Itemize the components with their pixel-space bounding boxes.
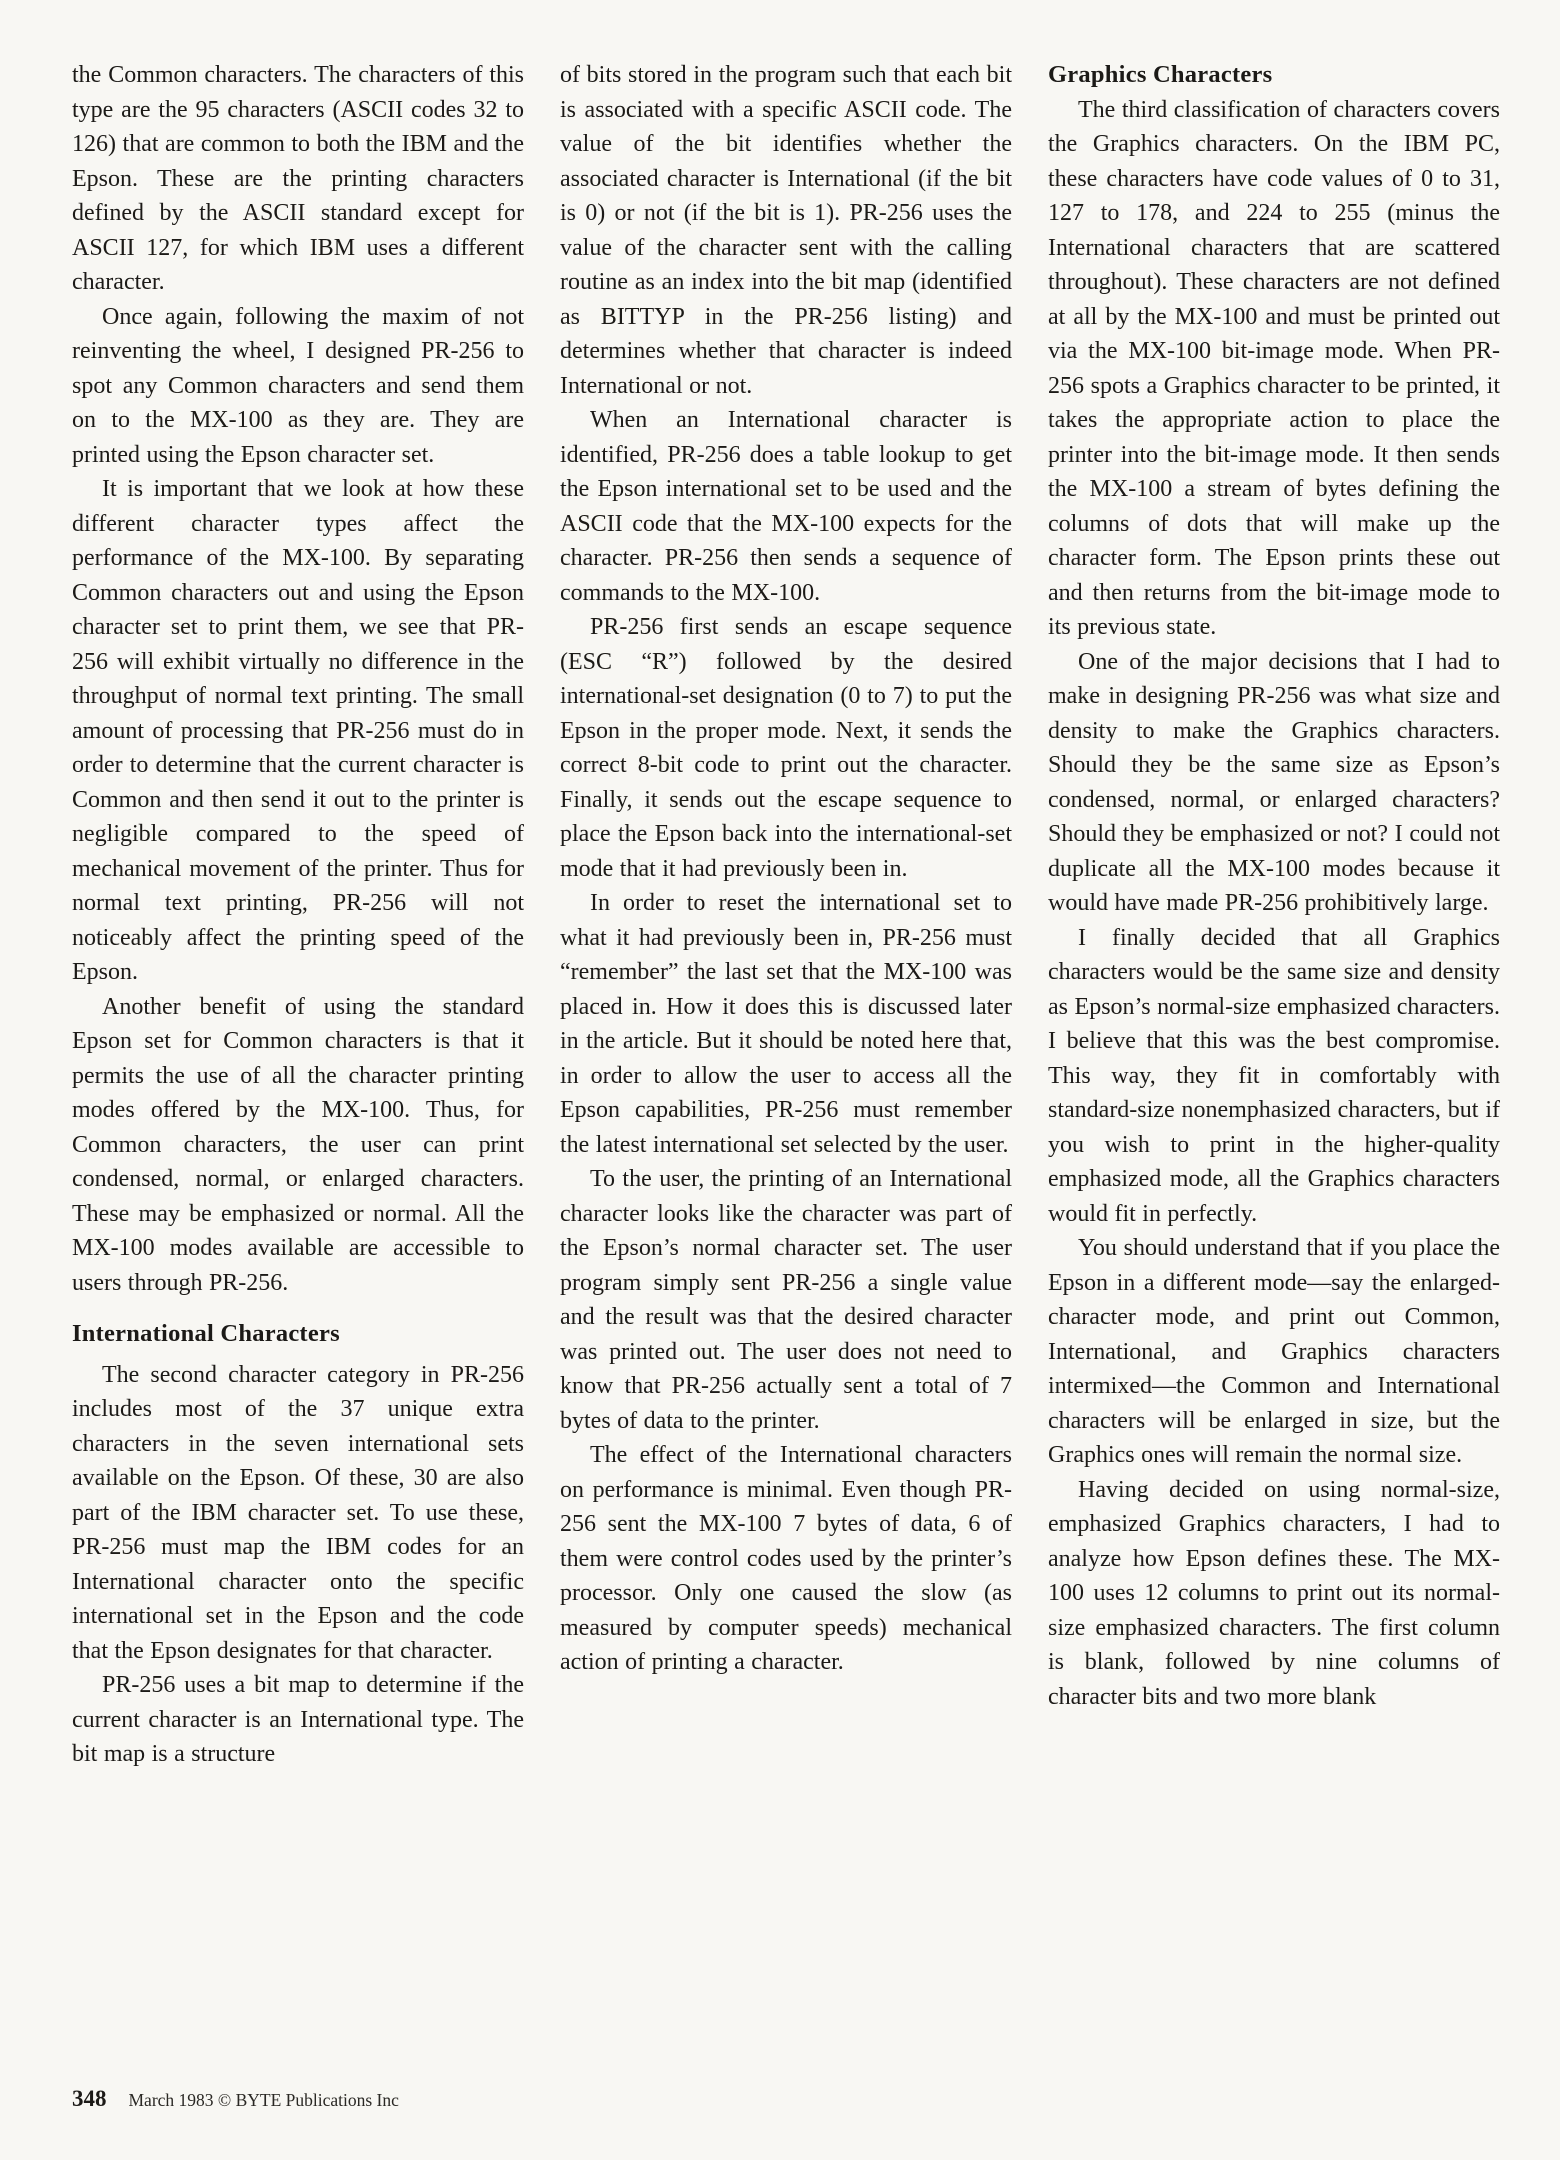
paragraph: Another benefit of using the standard Epson set for Common characters is that it permits the use of all the character printing modes offered by the MX-100. Thus, for Common characters, the user can print condensed, normal, or enlarged characters. These may be emphasized or normal. All the MX-100 modes available are accessible to users through PR-256. [72,993,524,1296]
paragraph: To the user, the printing of an International character looks like the character was part of the Epson’s normal character set. The user program simply sent PR-256 a single value and the result was that the desired character was printed out. The user does not need to know that PR-256 actually sent a total of 7 bytes of data to the printer. [560,1166,1012,1434]
column-1 [72,58,524,1772]
paragraph: You should understand that if you place the Epson in a different mode—say the enlarged-character mode, and print out Common, International, and Graphics characters intermixed—the Common and International characters will be enlarged in size, but the Graphics ones will remain the normal size. [1048,1235,1500,1468]
footer-credit: March 1983 © BYTE Publications Inc [128,2090,399,2110]
column-2 [560,58,1012,1772]
paragraph: The third classification of characters covers the Graphics characters. On the IBM PC, these characters have code values of 0 to 31, 127 to 178, and 224 to 255 (minus the International characters that are scattered throughout). These characters are not defined at all by the MX-100 and must be printed out via the MX-100 bit-image mode. When PR-256 spots a Graphics character to be printed, it takes the appropriate action to place the printer into the bit-image mode. It then sends the MX-100 a stream of bytes defining the columns of dots that will make up the character form. The Epson prints these out and then returns from the bit-image mode to its previous state. [1048,96,1500,640]
page-footer [72,2086,399,2112]
column-3 [1048,58,1500,1772]
paragraph: In order to reset the international set to what it had previously been in, PR-256 must “remember” the last set that the MX-100 was placed in. How it does this is discussed later in the article. But it should be noted here that, in order to allow the user to access all the Epson capabilities, PR-256 must remember the latest international set selected by the user. [560,890,1012,1158]
paragraph: Once again, following the maxim of not reinventing the wheel, I designed PR-256 to spot any Common characters and send them on to the MX-100 as they are. They are printed using the Epson character set. [72,303,524,468]
section-heading-international-characters: International Characters [72,1320,340,1347]
paragraph: It is important that we look at how these different character types affect the performance of the MX-100. By separating Common characters out and using the Epson character set to print them, we see that PR-256 will exhibit virtually no difference in the throughput of normal text printing. The small amount of processing that PR-256 must do in order to determine that the current character is Common and then send it out to the printer is negligible compared to the speed of mechanical movement of the printer. Thus for normal text printing, PR-256 will not noticeably affect the printing speed of the Epson. [72,476,524,985]
paragraph: The second character category in PR-256 includes most of the 37 unique extra characters in the seven international sets available on the Epson. Of these, 30 are also part of the IBM character set. To use these, PR-256 must map the IBM codes for an International character onto the specific international set in the Epson and the code that the Epson designates for that character. [72,1361,524,1664]
paragraph: One of the major decisions that I had to make in designing PR-256 was what size and density to make the Graphics characters. Should they be the same size as Epson’s condensed, normal, or enlarged characters? Should they be emphasized or not? I could not duplicate all the MX-100 modes because it would have made PR-256 prohibitively large. [1048,648,1500,916]
paragraph: the Common characters. The characters of this type are the 95 characters (ASCII codes 32 to 126) that are common to both the IBM and the Epson. These are the printing characters defined by the ASCII standard except for ASCII 127, for which IBM uses a different character. [72,62,524,295]
paragraph: PR-256 first sends an escape sequence (ESC “R”) followed by the desired international-set designation (0 to 7) to put the Epson in the proper mode. Next, it sends the correct 8-bit code to print out the character. Finally, it sends out the escape sequence to place the Epson back into the international-set mode that it had previously been in. [560,614,1012,882]
section-heading-graphics-characters: Graphics Characters [1048,61,1273,88]
article-columns [72,58,1500,1772]
paragraph: The effect of the International characters on performance is minimal. Even though PR-256 sent the MX-100 7 bytes of data, 6 of them were control codes used by the printer’s processor. Only one caused the slow (as measured by computer speeds) mechanical action of printing a character. [560,1442,1012,1675]
page-number: 348 [72,2086,107,2111]
paragraph: of bits stored in the program such that each bit is associated with a specific ASCII code. The value of the bit identifies whether the associated character is International (if the bit is 0) or not (if the bit is 1). PR-256 uses the value of the character sent with the calling routine as an index into the bit map (identified as BITTYP in the PR-256 listing) and determines whether that character is indeed International or not. [560,62,1012,399]
paragraph: Having decided on using normal-size, emphasized Graphics characters, I had to analyze how Epson defines these. The MX-100 uses 12 columns to print out its normal-size emphasized characters. The first column is blank, followed by nine columns of character bits and two more blank [1048,1476,1500,1710]
paragraph: PR-256 uses a bit map to determine if the current character is an International type. The bit map is a structure [72,1672,524,1767]
paragraph: I finally decided that all Graphics characters would be the same size and density as Epson’s normal-size emphasized characters. I believe that this was the best compromise. This way, they fit in comfortably with standard-size nonemphasized characters, but if you wish to print in the higher-quality emphasized mode, all the Graphics characters would fit in perfectly. [1048,924,1500,1227]
paragraph: When an International character is identified, PR-256 does a table lookup to get the Epson international set to be used and the ASCII code that the MX-100 expects for the character. PR-256 then sends a sequence of commands to the MX-100. [560,407,1012,606]
